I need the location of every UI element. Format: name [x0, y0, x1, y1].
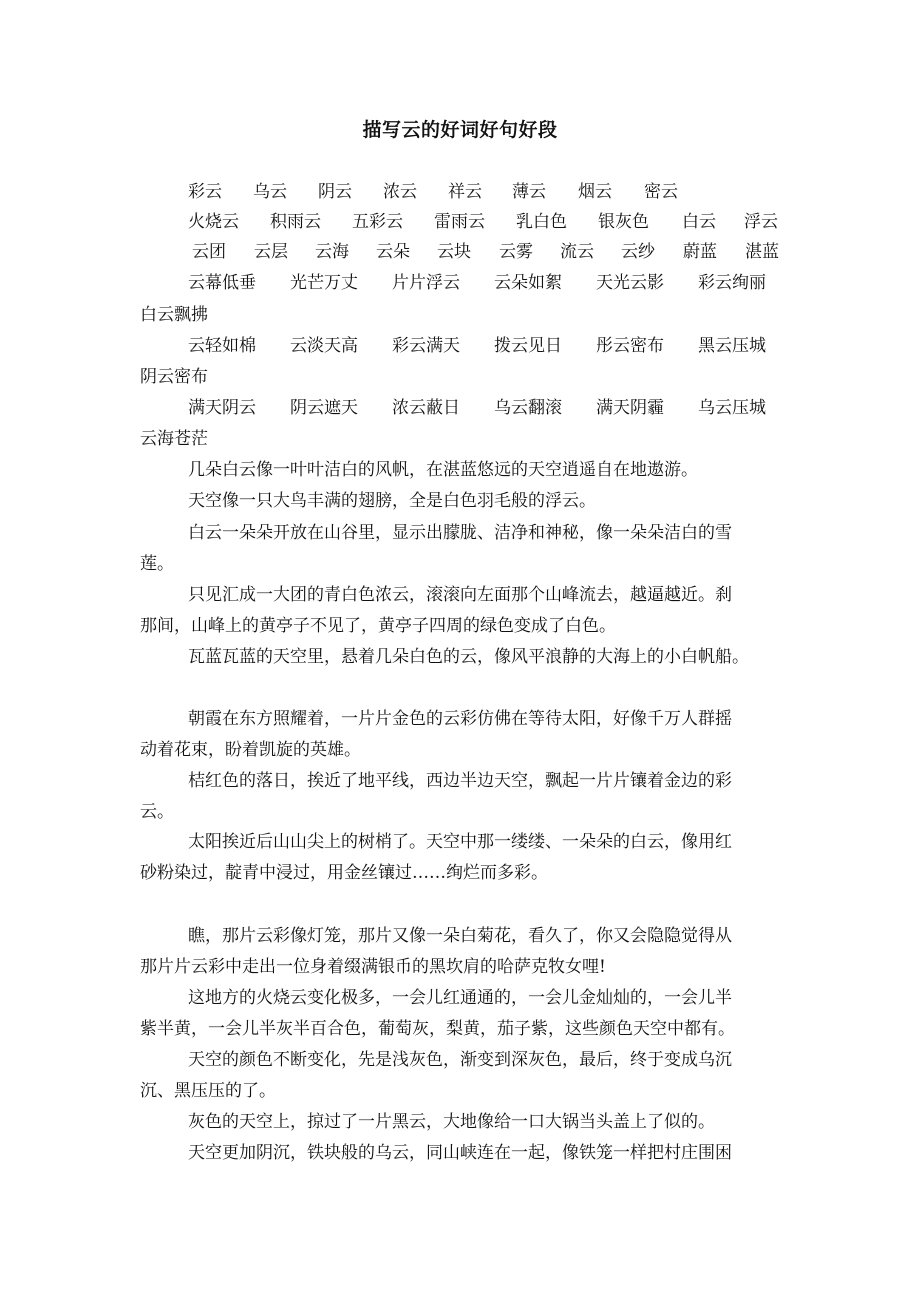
word: 流云 [560, 242, 594, 262]
phrase-continuation: 云海苍茫 [140, 429, 208, 449]
word: 浮云 [744, 212, 778, 232]
word: 密云 [644, 182, 678, 202]
word: 五彩云 [352, 212, 403, 232]
phrase: 光芒万丈 [290, 273, 358, 293]
paragraph: 灰色的天空上，掠过了一片黑云，大地像给一口大锅当头盖上了似的。 [188, 1112, 715, 1132]
page-title: 描写云的好词好句好段 [362, 119, 558, 141]
paragraph-cont: 那片片云彩中走出一位身着缀满银币的黑坎肩的哈萨克牧女哩! [140, 957, 606, 977]
word: 彩云 [188, 182, 222, 202]
phrase: 彤云密布 [596, 336, 664, 356]
word: 烟云 [578, 182, 612, 202]
phrase: 彩云绚丽 [698, 273, 766, 293]
phrase: 彩云满天 [392, 336, 460, 356]
paragraph: 桔红色的落日，挨近了地平线，西边半边天空，飘起一片片镶着金边的彩 [188, 771, 732, 791]
word: 蔚蓝 [683, 242, 717, 262]
word: 阴云 [318, 182, 352, 202]
paragraph: 天空更加阴沉，铁块般的乌云，同山峡连在一起，像铁笼一样把村庄围困 [188, 1143, 732, 1163]
paragraph: 天空的颜色不断变化，先是浅灰色，渐变到深灰色，最后，终于变成乌沉 [188, 1050, 732, 1070]
word: 云块 [437, 242, 471, 262]
word: 云海 [315, 242, 349, 262]
paragraph: 瓦蓝瓦蓝的天空里，悬着几朵白色的云，像风平浪静的大海上的小白帆船。 [188, 647, 749, 667]
word: 祥云 [448, 182, 482, 202]
word: 云纱 [621, 242, 655, 262]
phrase: 满天阴云 [188, 398, 256, 418]
word-row-6 [188, 397, 766, 419]
phrase: 云朵如絮 [494, 273, 562, 293]
phrase: 天光云影 [596, 273, 664, 293]
phrase: 浓云蔽日 [392, 398, 460, 418]
word: 银灰色 [598, 212, 649, 232]
word: 云团 [192, 242, 226, 262]
phrase-continuation: 阴云密布 [140, 367, 208, 387]
word: 积雨云 [270, 212, 321, 232]
word: 云雾 [499, 242, 533, 262]
paragraph-cont: 动着花束，盼着凯旋的英雄。 [140, 740, 361, 760]
word-row-1 [188, 181, 678, 203]
paragraph-cont: 云。 [140, 802, 174, 822]
phrase: 乌云翻滚 [494, 398, 562, 418]
phrase-continuation: 白云飘拂 [140, 305, 208, 325]
word: 浓云 [383, 182, 417, 202]
word: 火烧云 [188, 212, 239, 232]
paragraph: 瞧，那片云彩像灯笼，那片又像一朵白菊花，看久了，你又会隐隐觉得从 [188, 926, 732, 946]
paragraph-cont: 莲。 [140, 554, 174, 574]
word: 湛蓝 [745, 242, 779, 262]
paragraph: 几朵白云像一叶叶洁白的风帆，在湛蓝悠远的天空逍遥自在地遨游。 [188, 460, 698, 480]
word: 薄云 [512, 182, 546, 202]
paragraph: 这地方的火烧云变化极多，一会儿红通通的，一会儿金灿灿的，一会儿半 [188, 988, 732, 1008]
phrase: 满天阴霾 [596, 398, 664, 418]
word-row-5 [188, 335, 766, 357]
phrase: 云淡天高 [290, 336, 358, 356]
word: 乳白色 [516, 212, 567, 232]
paragraph-cont: 那间，山峰上的黄亭子不见了，黄亭子四周的绿色变成了白色。 [140, 616, 616, 636]
phrase: 云幕低垂 [188, 273, 256, 293]
paragraph: 天空像一只大鸟丰满的翅膀，全是白色羽毛般的浮云。 [188, 491, 596, 511]
paragraph-cont: 沉、黑压压的了。 [140, 1081, 276, 1101]
word: 白云 [682, 212, 716, 232]
paragraph-cont: 紫半黄，一会儿半灰半百合色，葡萄灰，梨黄，茄子紫，这些颜色天空中都有。 [140, 1019, 735, 1039]
word-row-3 [192, 241, 779, 263]
phrase: 云轻如棉 [188, 336, 256, 356]
phrase: 乌云压城 [698, 398, 766, 418]
phrase: 片片浮云 [392, 273, 460, 293]
paragraph: 太阳挨近后山山尖上的树梢了。天空中那一缕缕、一朵朵的白云，像用红 [188, 832, 732, 852]
word-row-2 [188, 211, 778, 233]
word: 乌云 [253, 182, 287, 202]
phrase: 黑云压城 [698, 336, 766, 356]
paragraph: 朝霞在东方照耀着，一片片金色的云彩仿佛在等待太阳，好像千万人群摇 [188, 709, 732, 729]
phrase: 阴云遮天 [290, 398, 358, 418]
word: 云层 [254, 242, 288, 262]
paragraph: 白云一朵朵开放在山谷里，显示出朦胧、洁净和神秘，像一朵朵洁白的雪 [188, 523, 732, 543]
word: 云朵 [376, 242, 410, 262]
paragraph: 只见汇成一大团的青白色浓云，滚滚向左面那个山峰流去，越逼越近。刹 [188, 585, 732, 605]
phrase: 拨云见日 [494, 336, 562, 356]
paragraph-cont: 砂粉染过，靛青中浸过，用金丝镶过……绚烂而多彩。 [140, 863, 548, 883]
word: 雷雨云 [434, 212, 485, 232]
word-row-4 [188, 272, 766, 294]
